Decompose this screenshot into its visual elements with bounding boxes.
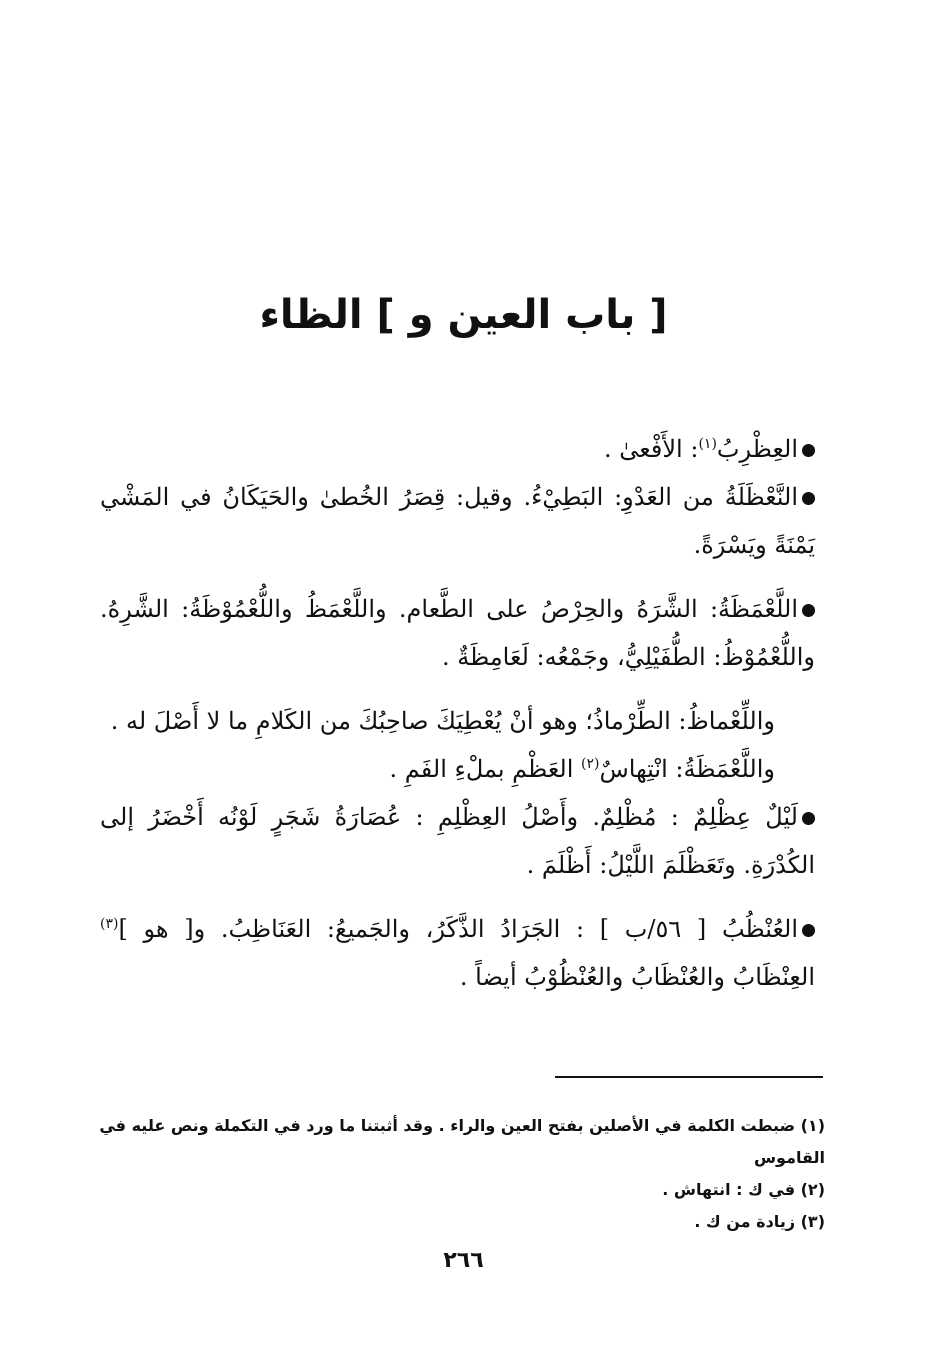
entry-al-izrib bbox=[100, 425, 815, 473]
entry-al-naazala bbox=[100, 473, 815, 569]
entry-text: اللَّعْمَظَةُ: الشَّرَهُ والحِرْصُ على الطَّعام. واللَّعْمَظُ واللُّعْمُوْظَةُ: الشَّرِهُ. واللُّعْمُوْظُ: الطُّفَيْلِيُّ، وجَمْعُه: لَعَامِظَةٌ . bbox=[100, 595, 815, 671]
footnote-marker: (٣) bbox=[100, 916, 119, 932]
entry-text: : الأَفْعىٰ . bbox=[604, 435, 699, 463]
entry-izlim bbox=[100, 793, 815, 889]
entry-al-limaz bbox=[100, 697, 815, 745]
entry-text: واللَّعْمَظَةُ: انْتِهاسٌ bbox=[599, 755, 775, 783]
entry-text: العَظْمِ بملْءِ الفَمِ . bbox=[389, 755, 582, 783]
footnote-2: (٢) في ك : انتهاش . bbox=[662, 1180, 825, 1199]
entry-text: النَّعْظَلَةُ من العَدْوِ: البَطِيْءُ. وقيل: قِصَرُ الخُطىٰ والحَيَكَانُ في المَشْي يَمْنَةً ويَسْرَةً. bbox=[100, 483, 815, 559]
bullet-icon bbox=[802, 812, 815, 825]
bullet-icon bbox=[802, 444, 815, 457]
entry-al-unzub bbox=[100, 905, 815, 1001]
footnote-1: (١) ضبطت الكلمة في الأصلين بفتح العين والراء . وقد أثبتنا ما ورد في التكملة ونص عليه في القاموس bbox=[99, 1116, 825, 1167]
page-number: ٢٦٦ bbox=[443, 1248, 484, 1273]
entry-text: العِنْظَابُ والعُنْظَابُ والعُنْظُوْبُ أيضاً . bbox=[459, 963, 815, 991]
entry-text: لَيْلٌ عِظْلِمٌ : مُظْلِمٌ. وأَصْلُ العِظْلِمِ : عُصَارَةُ شَجَرٍ لَوْنُه أَخْضَرُ إلى الكُدْرَةِ. وتَعَظْلَمَ اللَّيْلُ: أَظْلَمَ . bbox=[100, 803, 815, 879]
footnote-separator bbox=[555, 1076, 823, 1078]
footnote-marker: (٢) bbox=[581, 756, 600, 772]
entry-al-lamaza-bite bbox=[100, 745, 815, 793]
bullet-icon bbox=[802, 604, 815, 617]
entry-text: العِظْرِبُ bbox=[716, 435, 798, 463]
entry-al-lamaza bbox=[100, 585, 815, 681]
footnote-marker: (١) bbox=[698, 436, 717, 452]
entry-text: واللِّعْماظُ: الطِّرْماذُ؛ وهو أنْ يُعْطِيَكَ صاحِبُكَ من الكَلامِ ما لا أَصْلَ له . bbox=[110, 707, 775, 735]
dictionary-entries bbox=[100, 425, 815, 1001]
chapter-title: [ باب العين و ] الظاء bbox=[259, 291, 668, 338]
entry-text: العُنْظُبُ [ ٥٦/ب ] : الجَرَادُ الذَّكَرُ، والجَميعُ: العَنَاظِبُ. و[ هو ] bbox=[118, 915, 798, 943]
footnote-3: (٣) زيادة من ك . bbox=[694, 1212, 825, 1231]
footnotes bbox=[90, 1110, 825, 1238]
bullet-icon bbox=[802, 492, 815, 505]
bullet-icon bbox=[802, 924, 815, 937]
